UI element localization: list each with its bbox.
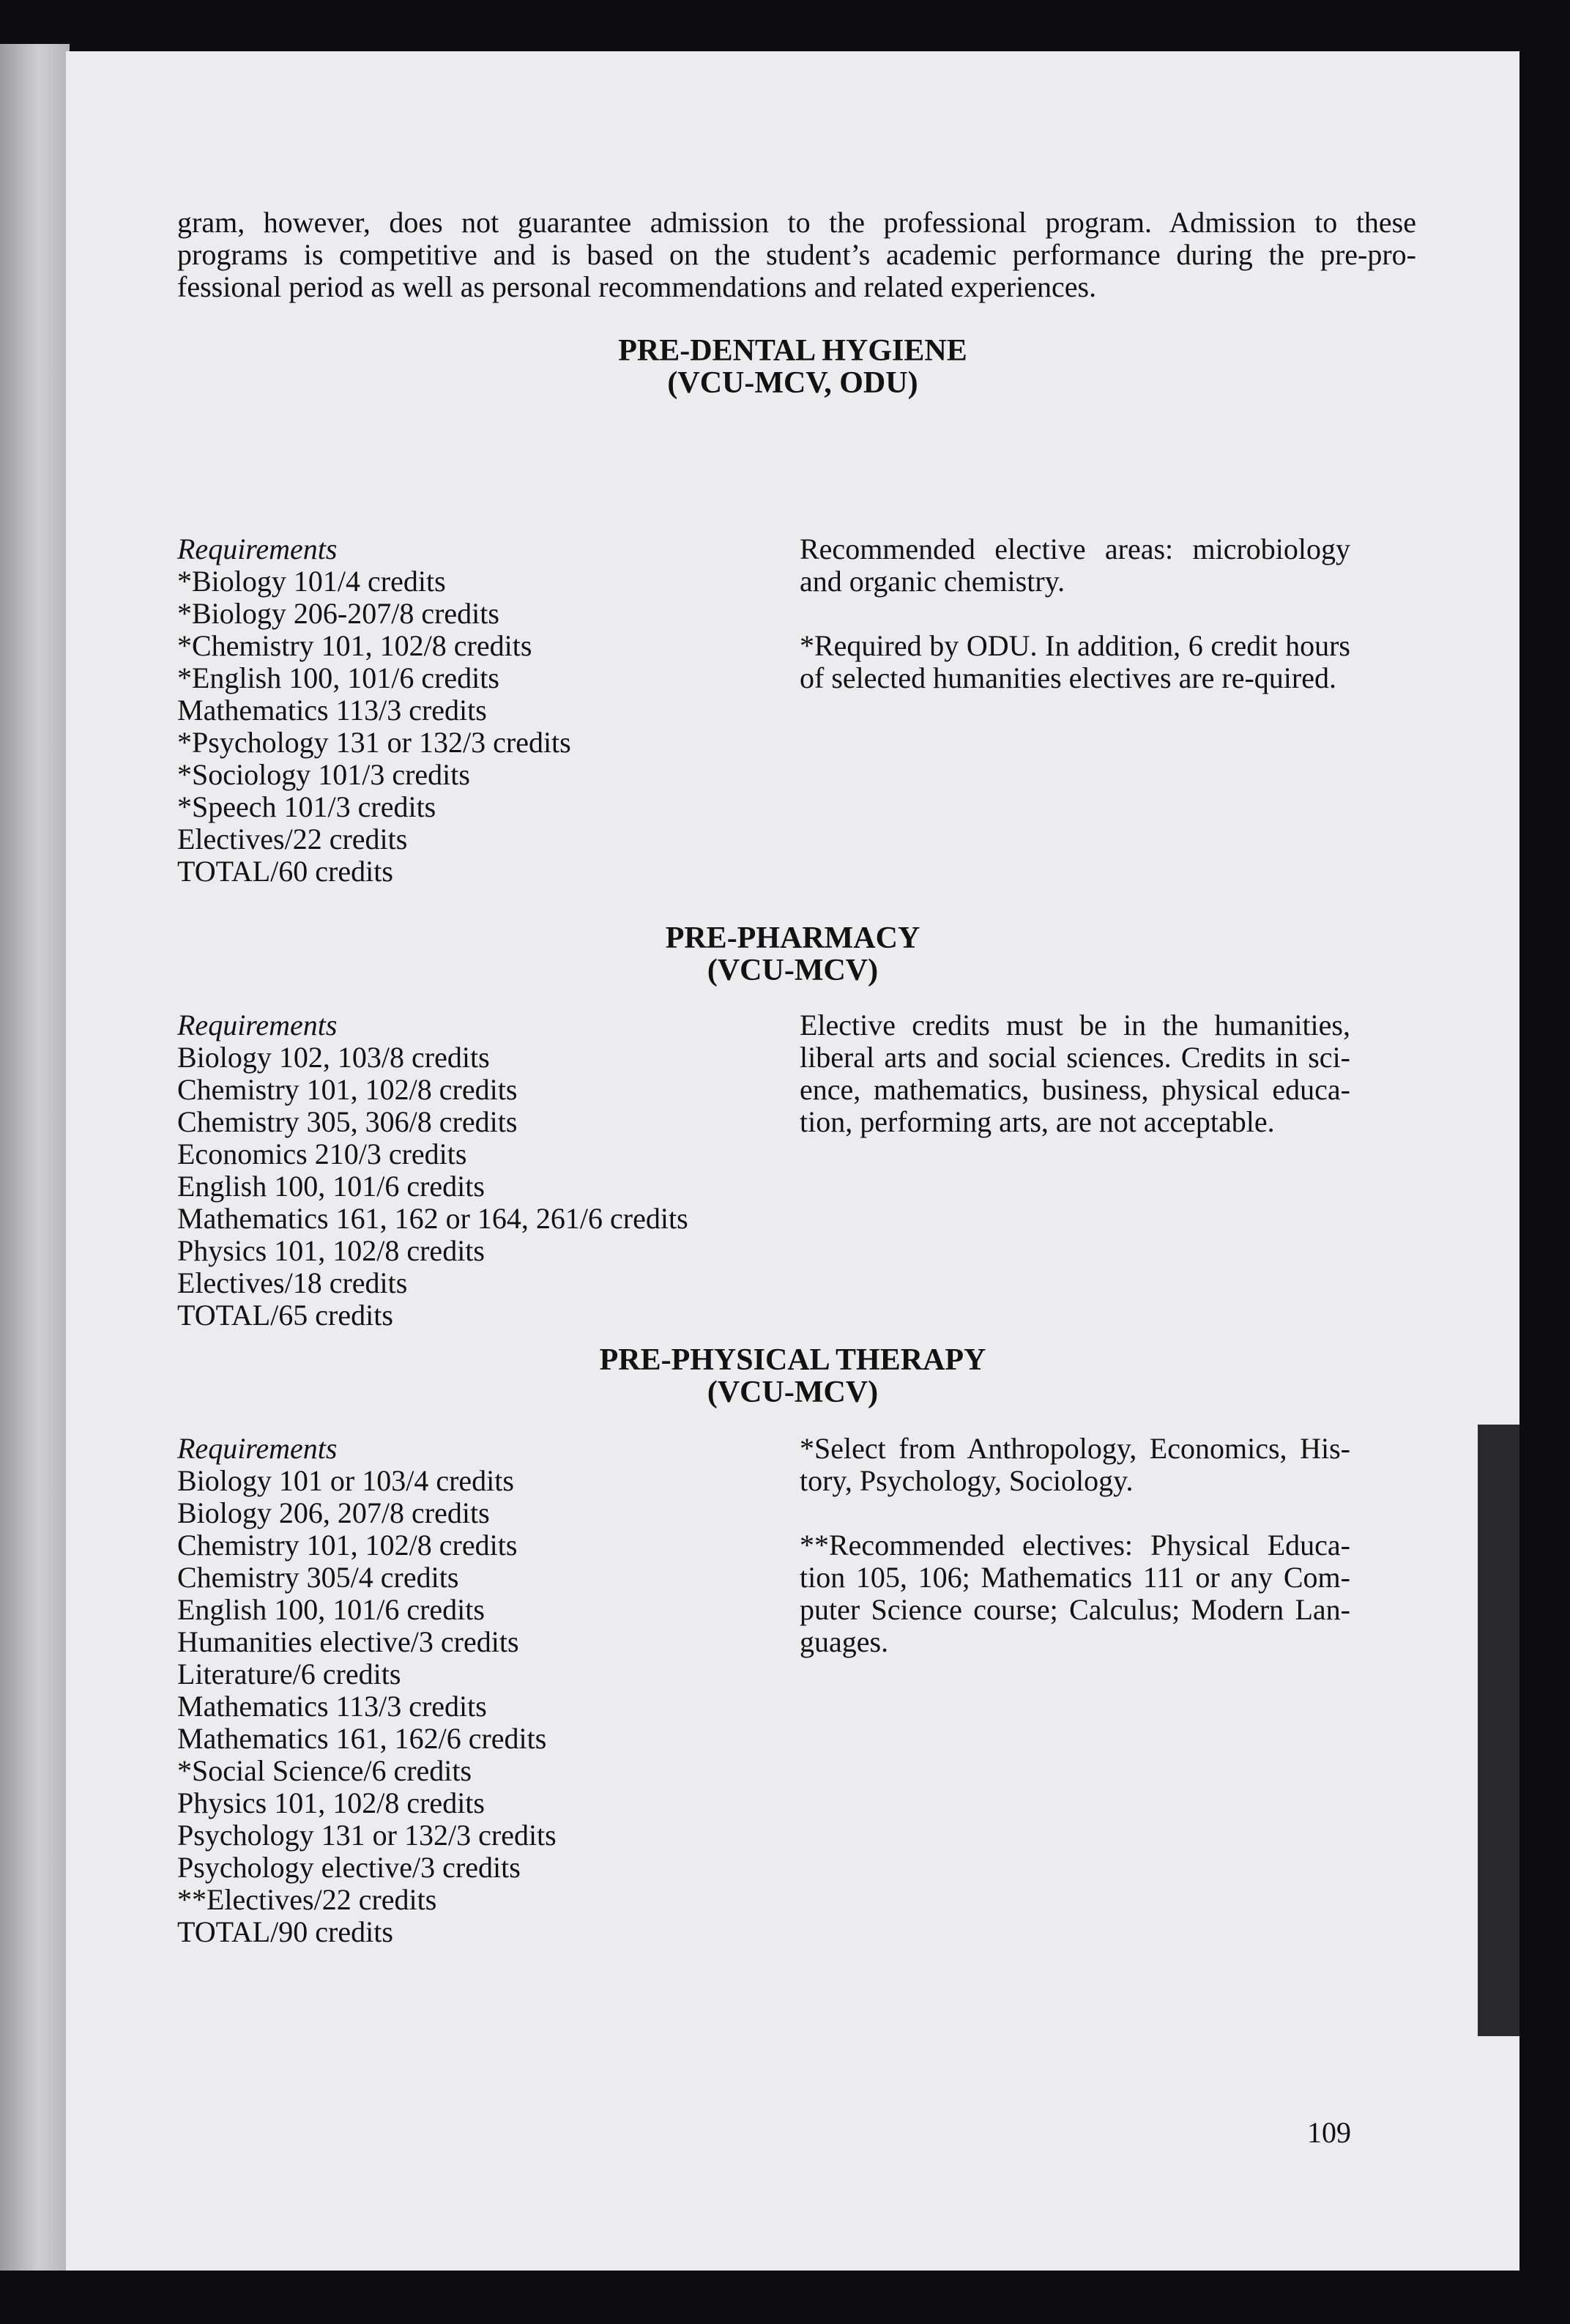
requirement-item: Mathematics 161, 162 or 164, 261/6 credits <box>177 1202 688 1235</box>
intro-paragraph <box>177 207 1416 303</box>
section-title: PRE-DENTAL HYGIENE <box>618 334 967 368</box>
intro-line: fessional period as well as personal recommendations and related experiences. <box>177 270 1097 303</box>
section-subtitle: (VCU-MCV) <box>707 1376 879 1409</box>
section-title: PRE-PHARMACY <box>665 921 920 955</box>
requirements-list <box>177 1433 792 1948</box>
requirements-list <box>177 1009 792 1332</box>
requirement-item: **Electives/22 credits <box>177 1883 437 1916</box>
requirement-item: *Psychology 131 or 132/3 credits <box>177 726 571 759</box>
requirement-item: Biology 101 or 103/4 credits <box>177 1464 514 1497</box>
book-page <box>66 51 1519 2271</box>
requirement-item: Economics 210/3 credits <box>177 1137 467 1170</box>
requirement-item: Humanities elective/3 credits <box>177 1625 519 1658</box>
note-paragraph: Recommended elective areas: microbiology and organic chemistry. <box>800 532 1350 598</box>
note-paragraph: *Select from Anthropology, Economics, His-tory, Psychology, Sociology. <box>800 1432 1350 1497</box>
requirement-item: Electives/22 credits <box>177 823 408 855</box>
requirement-item: Mathematics 113/3 credits <box>177 1690 487 1723</box>
requirement-item: *Chemistry 101, 102/8 credits <box>177 629 532 662</box>
requirements-list <box>177 533 792 888</box>
requirement-item: *Social Science/6 credits <box>177 1754 472 1787</box>
requirement-item: Chemistry 101, 102/8 credits <box>177 1073 518 1106</box>
page-number: 109 <box>1307 2116 1351 2149</box>
requirements-label: Requirements <box>177 1432 338 1465</box>
requirement-item: Mathematics 161, 162/6 credits <box>177 1722 547 1755</box>
thumb-index-tab <box>1478 1425 1519 2036</box>
section-subtitle: (VCU-MCV) <box>707 954 879 987</box>
requirement-item: Psychology 131 or 132/3 credits <box>177 1819 557 1852</box>
note-paragraph: **Recommended electives: Physical Educa-tion 105, 106; Mathematics 111 or any Com-puter Science course; Calculus; Modern Lan-guages. <box>800 1529 1350 1658</box>
requirement-item: Psychology elective/3 credits <box>177 1851 521 1884</box>
requirement-item: English 100, 101/6 credits <box>177 1593 485 1626</box>
requirements-label: Requirements <box>177 1009 338 1042</box>
section-title: PRE-PHYSICAL THERAPY <box>599 1343 986 1377</box>
requirement-item: *English 100, 101/6 credits <box>177 661 499 694</box>
requirement-item: TOTAL/60 credits <box>177 855 393 888</box>
requirement-item: Chemistry 101, 102/8 credits <box>177 1529 518 1562</box>
requirement-item: *Speech 101/3 credits <box>177 790 436 823</box>
requirement-item: Mathematics 113/3 credits <box>177 694 487 727</box>
note-paragraph: *Required by ODU. In addition, 6 credit hours of selected humanities electives are re-quired. <box>800 629 1350 694</box>
requirement-item: Biology 102, 103/8 credits <box>177 1041 490 1074</box>
note-paragraph: Elective credits must be in the humanities, liberal arts and social sciences. Credits in sci-ence, mathematics, business, physical educa-tion, performing arts, are not acceptable. <box>800 1009 1350 1138</box>
requirement-item: Chemistry 305, 306/8 credits <box>177 1105 518 1138</box>
requirement-item: *Biology 101/4 credits <box>177 565 446 598</box>
requirement-item: *Biology 206-207/8 credits <box>177 597 499 630</box>
requirement-item: Chemistry 305/4 credits <box>177 1561 459 1594</box>
requirement-item: Physics 101, 102/8 credits <box>177 1234 485 1267</box>
intro-line: programs is competitive and is based on the student’s academic performance during the pre-pro- <box>177 238 1416 271</box>
requirement-item: *Sociology 101/3 credits <box>177 758 470 791</box>
requirement-item: English 100, 101/6 credits <box>177 1170 485 1203</box>
intro-line: gram, however, does not guarantee admission to the professional program. Admission to these <box>177 206 1416 239</box>
requirement-item: Physics 101, 102/8 credits <box>177 1786 485 1819</box>
notes-column <box>800 533 1350 727</box>
requirement-item: TOTAL/90 credits <box>177 1915 393 1948</box>
requirement-item: Electives/18 credits <box>177 1266 408 1299</box>
notes-column <box>800 1433 1350 1690</box>
requirement-item: TOTAL/65 credits <box>177 1299 393 1332</box>
requirement-item: Literature/6 credits <box>177 1657 401 1690</box>
notes-column <box>800 1009 1350 1170</box>
requirement-item: Biology 206, 207/8 credits <box>177 1496 490 1529</box>
facing-page-edge <box>0 44 70 2271</box>
requirements-label: Requirements <box>177 532 338 565</box>
section-subtitle: (VCU-MCV, ODU) <box>667 366 918 400</box>
